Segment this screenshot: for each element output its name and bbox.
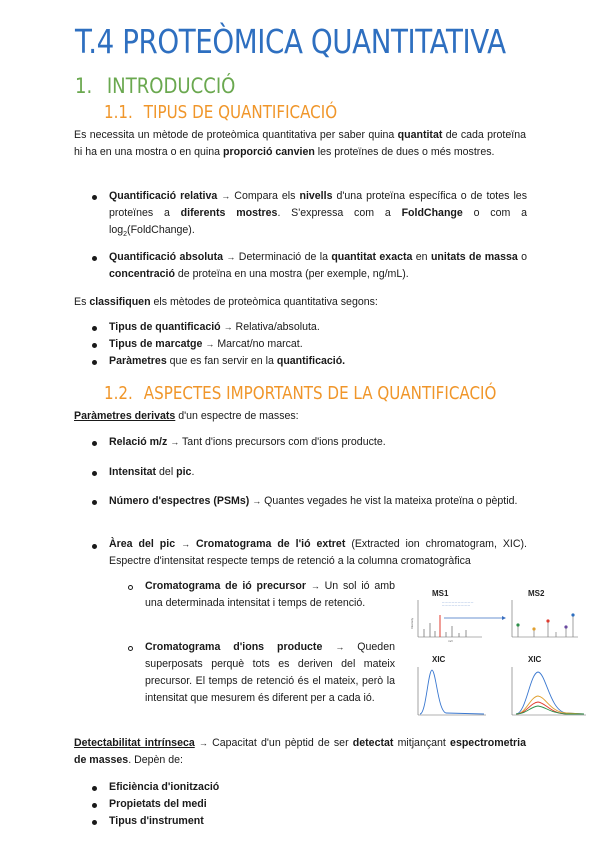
arrow-icon: → [205,339,215,349]
arrow-icon: → [198,738,208,748]
list-item-absoluta: Quantificació absoluta → Determinació de la quantitat exacta en unitats de massa o concentració de proteïna en una mostra (per exemple, ng/mL). [109,251,528,280]
bullet-dot [92,786,97,791]
bullet-dot [92,441,97,446]
list-item-detect-3: Tipus d'instrument [109,815,204,827]
xic-right-label: XIC [528,655,542,664]
list-item-classif-3: Paràmetres que es fan servir en la quantificació. [109,355,346,367]
subsection-label: ASPECTES IMPORTANTS DE LA QUANTIFICACIÓ [143,383,497,404]
arrow-icon: → [252,496,262,506]
classif-paragraph: Es classifiquen els mètodes de proteòmica quantitativa segons: [74,296,378,308]
list-item-classif-2: Tipus de marcatge → Marcat/no marcat. [109,338,303,350]
subsection-number: 1.2. [104,383,133,404]
arrow-icon: → [223,322,233,332]
ms1-annotation: — — — — — — — — — — [442,601,474,604]
bullet-dot [92,803,97,808]
list-item-psm: Número d'espectres (PSMs) → Quantes vegades he vist la mateixa proteïna o pèptid. [109,495,518,507]
subsection-heading-tipus [104,102,337,123]
bullet-dot [92,195,97,200]
circle-bullet [128,646,133,651]
sub-item-precursor: Cromatograma de ió precursor → Un sol ió amb una determinada intensitat i temps de retenció. [145,580,395,609]
section-label: INTRODUCCIÓ [106,74,236,98]
ms2-peak-marker [532,627,535,630]
subsection-number: 1.1. [104,102,133,123]
intro-paragraph: Es necessita un mètode de proteòmica quantitativa per saber quina quantitat de cada proteïna hi ha en una mostra o en quina proporció canvien les proteïnes de dues o més mostres. [74,129,526,158]
ms2-peak-marker [571,613,574,616]
bullet-dot [92,471,97,476]
params-paragraph: Paràmetres derivats d'un espectre de masses: [74,410,299,422]
list-item-detect-2: Propietats del medi [109,798,207,810]
xic-left-curve [420,670,484,714]
page-title: T.4 PROTEÒMICA QUANTITATIVA [75,22,506,61]
sub-item-producte: Cromatograma d'ions producte → Queden superposats perquè tots es deriven del mateix precursor. El temps de retenció és el mateix, però la intensitat que mesurem és diferent per a cada ió. [145,641,395,704]
subsection-heading-aspectes [104,383,496,404]
ms-xic-figure [406,585,592,720]
bullet-dot [92,256,97,261]
ms2-peak-marker [516,623,519,626]
xic-left-label: XIC [432,655,446,664]
section-heading-introduccio [75,74,235,98]
list-item-detect-1: Eficiència d'ionització [109,781,220,793]
bullet-dot [92,544,97,549]
bullet-dot [92,500,97,505]
circle-bullet [128,585,133,590]
section-number: 1. [75,74,93,98]
ms2-peak-marker [564,625,567,628]
arrow-icon: → [181,539,191,549]
subsection-label: TIPUS DE QUANTIFICACIÓ [143,102,338,123]
list-item-classif-1: Tipus de quantificació → Relativa/absoluta. [109,321,320,333]
arrow-icon: → [221,191,231,201]
arrow-icon: → [170,437,180,447]
bullet-dot [92,360,97,365]
detect-paragraph: Detectabilitat intrínseca → Capacitat d'un pèptid de ser detectat mitjançant espectrometria de masses. Depèn de: [74,737,527,766]
arrow-icon: → [226,252,236,262]
arrow-icon: → [335,642,345,652]
ms1-label: MS1 [432,589,449,598]
ms1-x-label: m/z [448,639,453,643]
bullet-dot [92,326,97,331]
list-item-relativa: Quantificació relativa → Compara els nivells d'una proteïna específica o de totes les proteïnes a diferents mostres. S'expressa com a FoldChange o com a $\log_2(FoldChange)$. [109,190,527,239]
ms1-annotation: — — — — — — — — — [442,604,471,607]
list-item-area: Àrea del pic → Cromatograma de l'ió extret (Extracted ion chromatogram, XIC). Espectre d'intensitat respecte temps de retenció a la columna cromatogràfica [109,538,527,567]
list-item-mz: Relació m/z → Tant d'ions precursors com d'ions producte. [109,436,386,448]
list-item-intensitat: Intensitat del pic. [109,466,195,478]
ms2-peaks [518,615,573,637]
bullet-dot [92,820,97,825]
ms1-y-label: Intensity [410,617,414,629]
bullet-dot [92,343,97,348]
ms2-label: MS2 [528,589,545,598]
arrow-head-icon [502,616,506,620]
arrow-icon: → [310,581,320,591]
ms2-peak-marker [546,619,549,622]
